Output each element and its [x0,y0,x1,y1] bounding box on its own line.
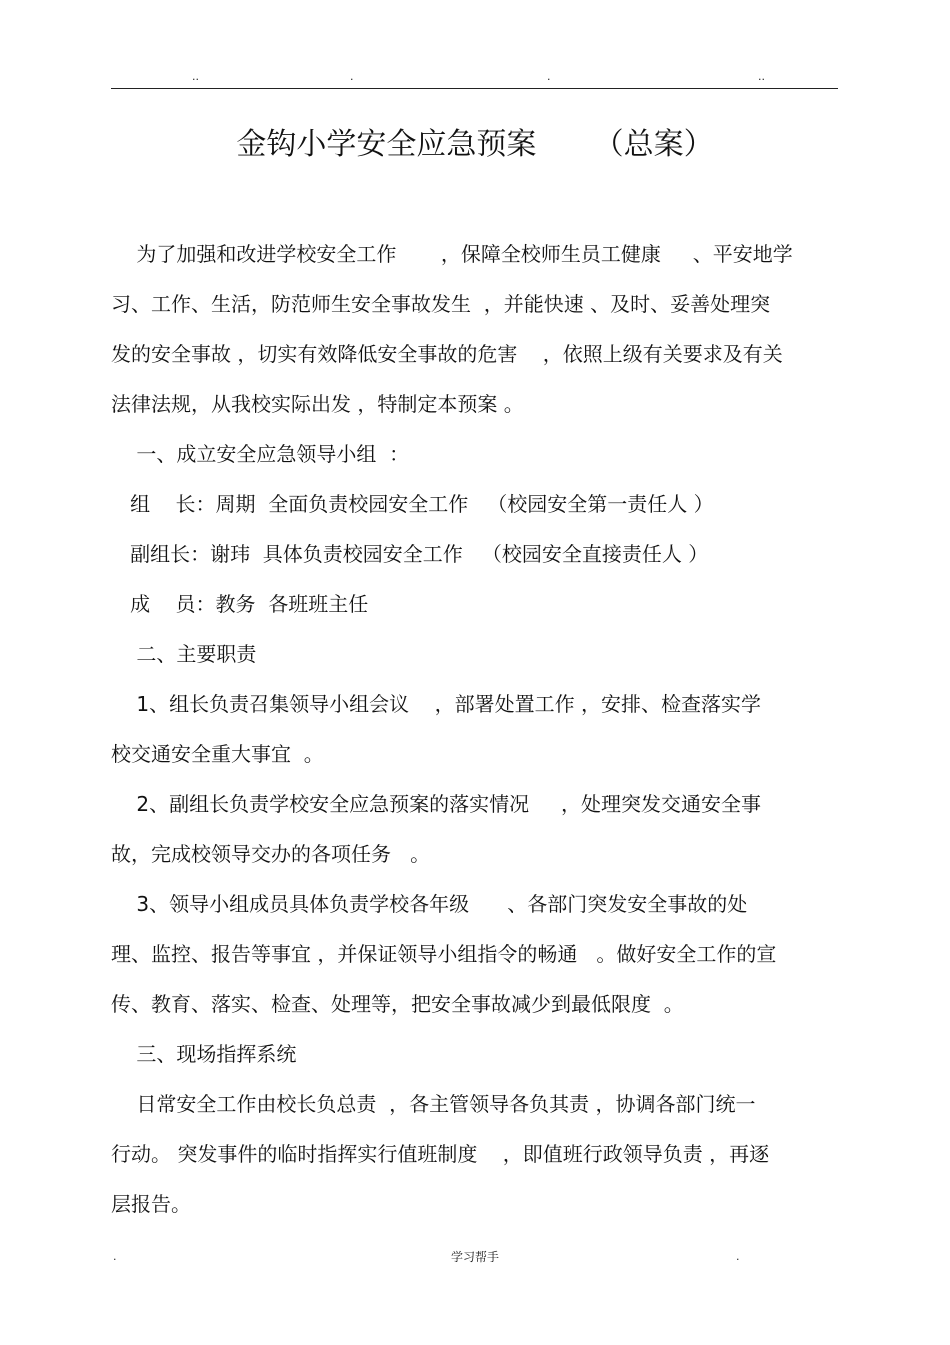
footer-mark-right: . [736,1250,740,1263]
body-line: 行动。 突发事件的临时指挥实行值班制度 ，即值班行政领导负责 ，再逐 [111,1142,770,1166]
document-title: 金钩小学安全应急预案 （总案） [236,127,714,162]
body-line: 故，完成校领导交办的各项任务 。 [111,842,431,866]
body-line: 传、教育、落实、检查、处理等，把安全事故减少到最低限度 。 [111,992,684,1016]
header-mark: . [350,70,354,83]
body-line: 发的安全事故 ，切实有效降低安全事故的危害 ，依照上级有关要求及有关 [111,342,783,366]
section-heading: 一、成立安全应急领导小组 ： [111,442,410,466]
body-line: 成 员：教务 各班班主任 [111,592,369,616]
body-line: 习、工作、生活，防范师生安全事故发生 ，并能快速 、及时、妥善处理突 [111,292,771,316]
section-heading: 三、现场指挥系统 [111,1042,297,1066]
body-line: 法律法规，从我校实际出发 ，特制定本预案 。 [111,392,524,416]
body-line: 3、领导小组成员具体负责学校各年级 、各部门突发安全事故的处 [111,892,748,916]
header-mark: .. [758,70,765,83]
body-line: 组 长：周期 全面负责校园安全工作 （校园安全第一责任人 ） [111,492,714,516]
header-mark: .. [192,70,199,83]
body-line: 日常安全工作由校长负总责 ，各主管领导各负其责 ，协调各部门统一 [111,1092,756,1116]
body-line: 层报告。 [111,1192,191,1216]
footer-mark-left: . [113,1250,117,1263]
header-mark: . [547,70,551,83]
section-heading: 二、主要职责 [111,642,257,666]
body-line: 副组长：谢玮 具体负责校园安全工作 （校园安全直接责任人 ） [111,542,709,566]
body-line: 2、副组长负责学校安全应急预案的落实情况 ，处理突发交通安全事 [111,792,761,816]
header-divider [111,88,838,89]
body-line: 1、组长负责召集领导小组会议 ，部署处置工作 ，安排、检查落实学 [111,692,761,716]
footer-label: 学习帮手 [450,1250,499,1264]
body-line: 为了加强和改进学校安全工作 ，保障全校师生员工健康 、平安地学 [111,242,793,266]
body-line: 校交通安全重大事宜 。 [111,742,324,766]
body-line: 理、监控、报告等事宜 ，并保证领导小组指令的畅通 。做好安全工作的宣 [111,942,777,966]
